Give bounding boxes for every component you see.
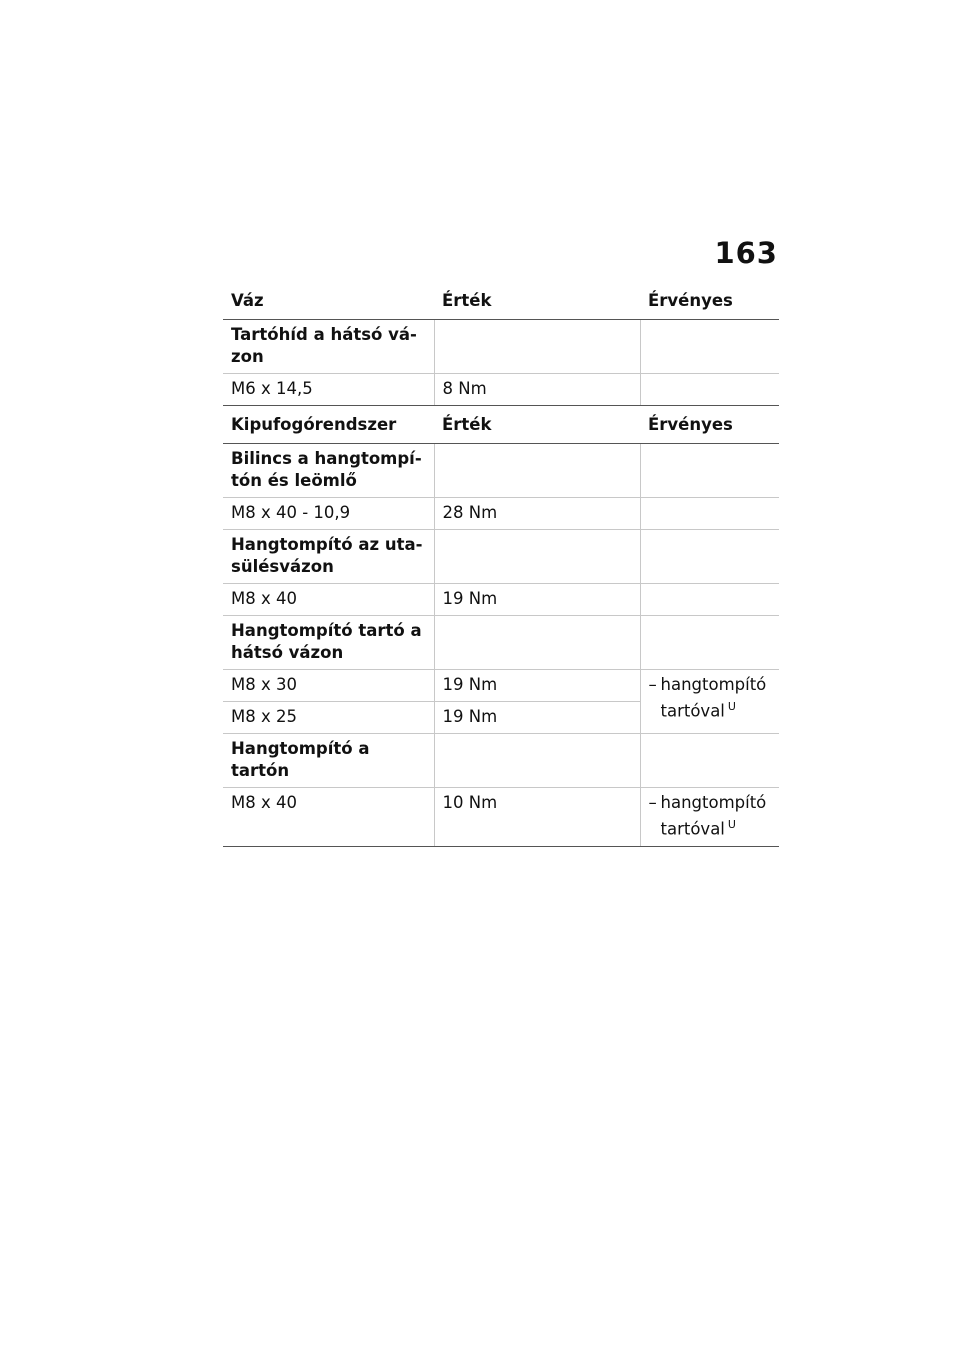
component-name: Hangtompító tartó a hátsó vázon [223,616,434,670]
torque-value [434,444,640,498]
torque-table-vaz [223,280,779,406]
component-name: Bilincs a hangtompí- tón és leömlő [223,444,434,498]
torque-value: 19 Nm [434,670,640,702]
page-number: 163 [714,236,778,270]
torque-value-row [223,788,779,847]
header-value: Érték [434,404,640,444]
dash-marker: – [648,793,657,812]
validity-note [640,374,779,406]
torque-value: 19 Nm [434,584,640,616]
torque-value-row [223,374,779,406]
header-value: Érték [434,280,640,320]
validity-note [640,734,779,788]
torque-value-row [223,670,779,702]
fastener-size: M8 x 40 - 10,9 [223,498,434,530]
accessory-symbol-icon: U [727,700,736,713]
component-name: Hangtompító az uta- sülésvázon [223,530,434,584]
fastener-size: M8 x 25 [223,702,434,734]
validity-note [640,584,779,616]
torque-value [434,734,640,788]
torque-value: 10 Nm [434,788,640,847]
torque-value: 19 Nm [434,702,640,734]
table-header-row [223,404,779,444]
table-header-row [223,280,779,320]
torque-value [434,530,640,584]
validity-note [640,530,779,584]
component-group-row [223,734,779,788]
component-group-row [223,530,779,584]
accessory-symbol-icon: U [727,818,736,831]
validity-note [640,444,779,498]
torque-value [434,320,640,374]
validity-note-text: hangtompító tartóval [660,675,767,721]
validity-note [640,498,779,530]
torque-table-kipufogorendszer [223,404,779,847]
validity-note-text: hangtompító tartóval [660,793,767,839]
torque-value: 8 Nm [434,374,640,406]
validity-note [640,670,779,734]
component-group-row [223,616,779,670]
torque-value-row [223,584,779,616]
header-valid: Érvényes [640,280,779,320]
torque-value [434,616,640,670]
component-name: Tartóhíd a hátsó vá- zon [223,320,434,374]
torque-value: 28 Nm [434,498,640,530]
fastener-size: M8 x 30 [223,670,434,702]
torque-value-row [223,498,779,530]
dash-marker: – [648,675,657,694]
header-component: Váz [223,280,434,320]
validity-note [640,320,779,374]
validity-note [640,788,779,847]
component-group-row [223,320,779,374]
fastener-size: M8 x 40 [223,788,434,847]
fastener-size: M8 x 40 [223,584,434,616]
component-name: Hangtompító a tartón [223,734,434,788]
fastener-size: M6 x 14,5 [223,374,434,406]
validity-note [640,616,779,670]
header-component: Kipufogórendszer [223,404,434,444]
component-group-row [223,444,779,498]
header-valid: Érvényes [640,404,779,444]
